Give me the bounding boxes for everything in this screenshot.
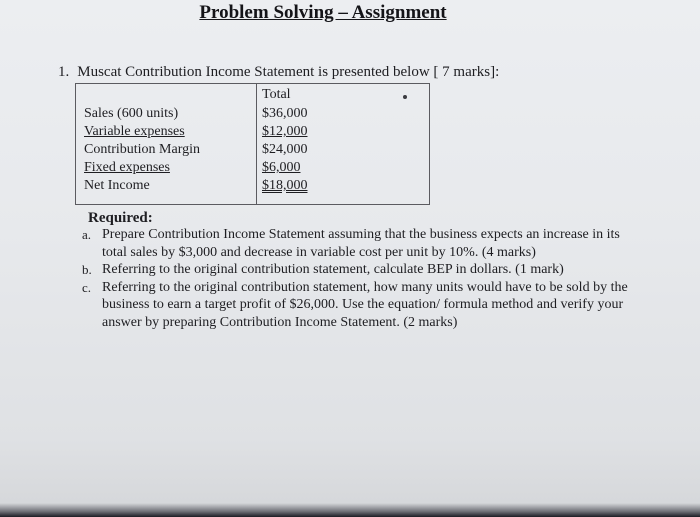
row-labels (84, 105, 200, 195)
requirement-b (82, 261, 642, 279)
requirement-text: Prepare Contribution Income Statement assuming that the business expects an increase in its total sales by $3,000 and decrease in variable cost per unit by 10%. (4 marks) (102, 227, 620, 260)
requirements-list (82, 226, 642, 332)
question-heading (58, 64, 499, 81)
column-divider (256, 84, 257, 204)
value-net-income: $18,000 (262, 178, 308, 193)
value-variable-expenses: $12,000 (262, 124, 308, 139)
required-heading: Required: (88, 210, 153, 226)
column-header-total: Total (262, 87, 291, 102)
value-sales: $36,000 (262, 106, 308, 121)
row-label-sales: Sales (600 units) (84, 106, 179, 121)
value-contribution-margin: $24,000 (262, 142, 308, 157)
dot-mark (403, 95, 407, 99)
requirement-c (82, 279, 642, 332)
row-label-net-income: Net Income (84, 178, 150, 193)
value-fixed-expenses: $6,000 (262, 160, 301, 175)
page-title: Problem Solving – Assignment (199, 2, 447, 23)
requirement-text: Referring to the original contribution statement, how many units would have to be sold by the business to earn a target profit of $26,000. Use the equation/ formula method and verify your answer by preparing Contribution Income Statement. (2 marks) (102, 279, 628, 330)
row-label-variable-expenses: Variable expenses (84, 124, 185, 139)
question-text: Muscat Contribution Income Statement is presented below [ 7 marks]: (77, 64, 500, 80)
requirement-text: Referring to the original contribution statement, calculate BEP in dollars. (1 mark) (102, 262, 564, 278)
row-label-contribution-margin: Contribution Margin (84, 142, 201, 157)
row-label-fixed-expenses: Fixed expenses (84, 160, 170, 175)
requirement-letter: c. (82, 279, 92, 295)
requirement-letter: a. (82, 227, 92, 242)
question-number: 1. (58, 64, 70, 80)
income-statement-table (75, 83, 430, 205)
requirement-letter: b. (82, 262, 92, 278)
bottom-edge-shadow (0, 503, 700, 517)
row-values (262, 105, 308, 195)
requirement-a (82, 226, 642, 261)
